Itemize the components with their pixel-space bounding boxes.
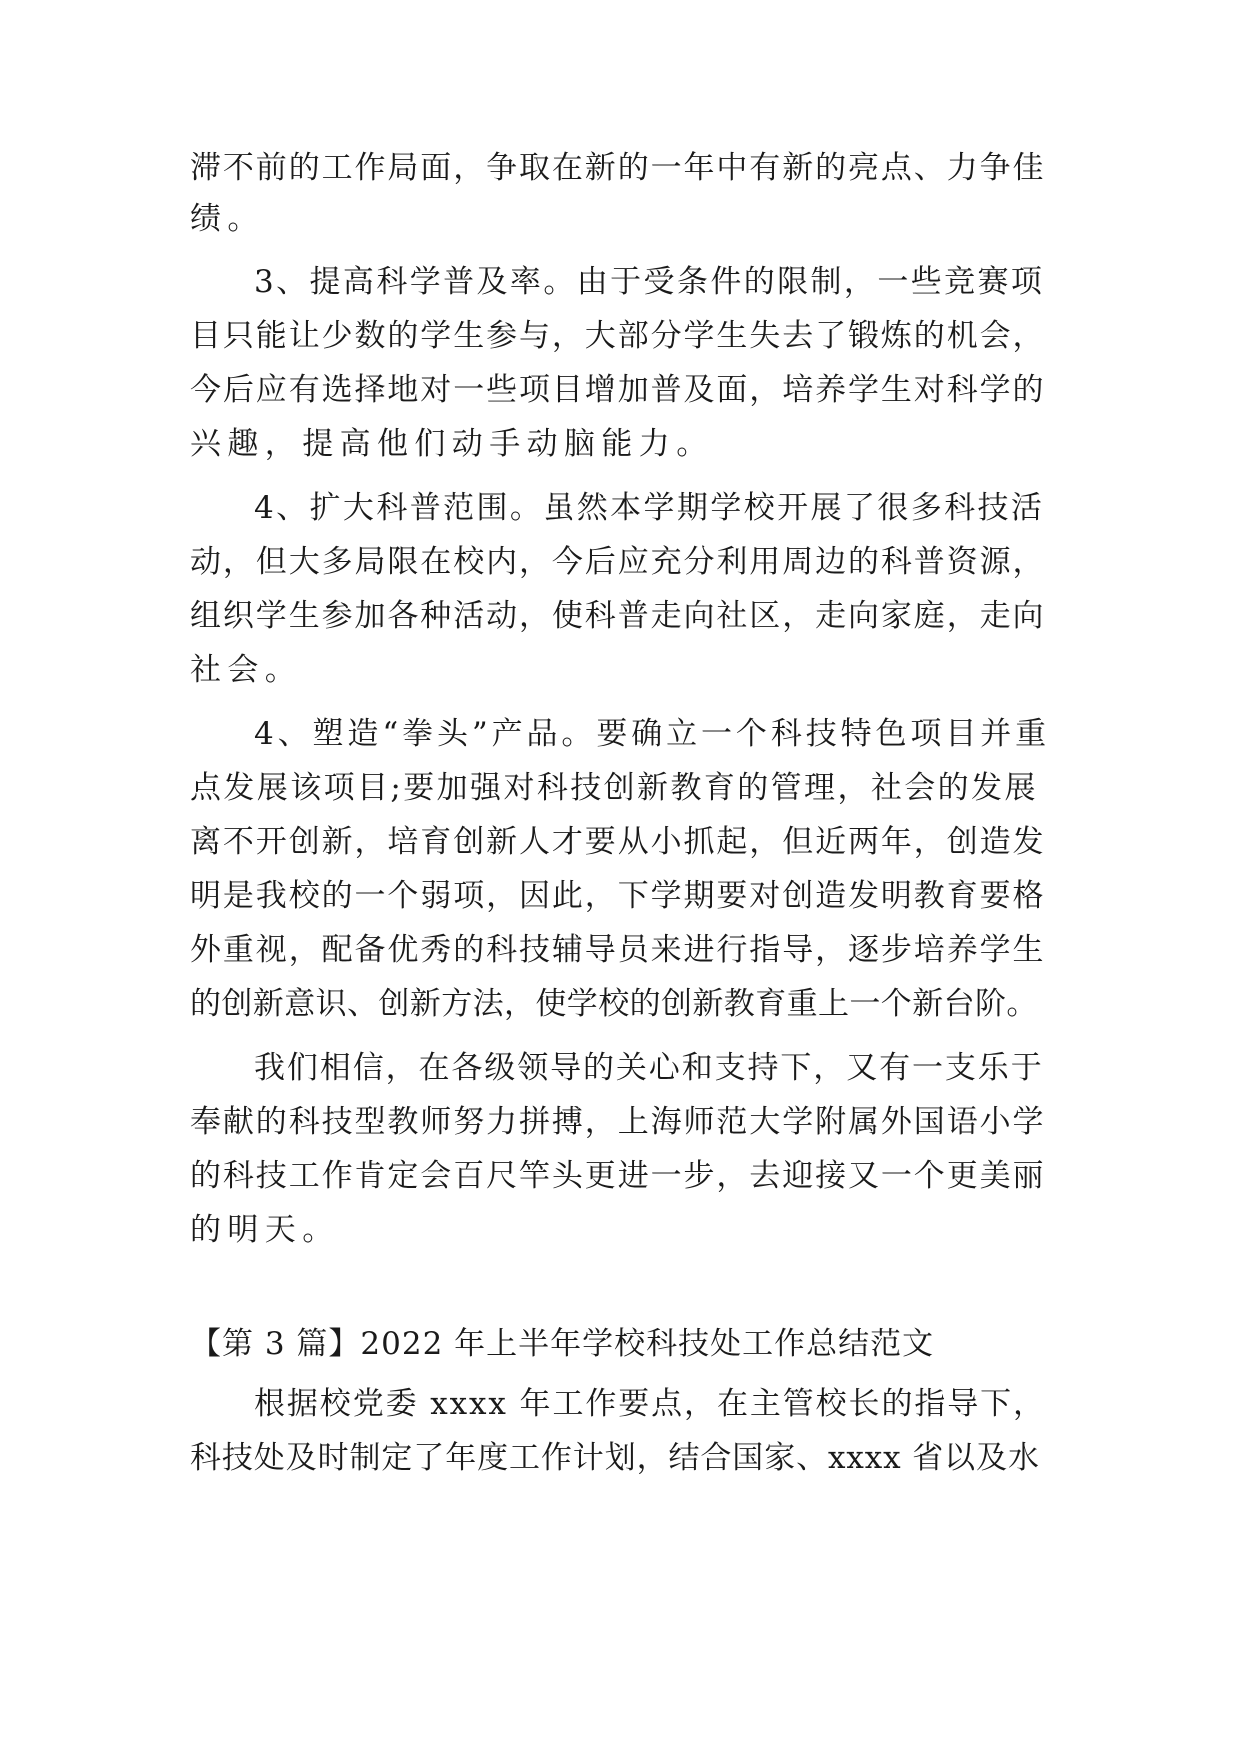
paragraph-line: 我们相信，在各级领导的关心和支持下，又有一支乐于 <box>254 1050 1044 1086</box>
paragraph-line: 明是我校的一个弱项，因此，下学期要对创造发明教育要格 <box>190 878 1046 914</box>
paragraph-line: 滞不前的工作局面，争取在新的一年中有新的亮点、力争佳 <box>190 150 1046 186</box>
paragraph-line: 根据校党委 xxxx 年工作要点，在主管校长的指导下， <box>254 1386 1046 1422</box>
paragraph-line: 的科技工作肯定会百尺竿头更进一步，去迎接又一个更美丽 <box>190 1158 1046 1194</box>
paragraph-line: 今后应有选择地对一些项目增加普及面，培养学生对科学的 <box>190 372 1046 408</box>
paragraph-line: 的明天。 <box>190 1212 340 1248</box>
paragraph-line: 4、扩大科普范围。虽然本学期学校开展了很多科技活 <box>254 490 1045 526</box>
paragraph-line: 绩。 <box>190 201 265 237</box>
paragraph-line: 科技处及时制定了年度工作计划，结合国家、xxxx 省以及水 <box>190 1440 1040 1476</box>
section-heading: 【第 3 篇】2022 年上半年学校科技处工作总结范文 <box>190 1326 935 1362</box>
paragraph-line: 3、提高科学普及率。由于受条件的限制，一些竞赛项 <box>254 264 1045 300</box>
paragraph-line: 4、塑造“拳头”产品。要确立一个科技特色项目并重 <box>254 716 1051 752</box>
paragraph-line: 点发展该项目;要加强对科技创新教育的管理，社会的发展 <box>190 770 1038 806</box>
paragraph-line: 目只能让少数的学生参与，大部分学生失去了锻炼的机会， <box>190 318 1046 354</box>
paragraph-line: 奉献的科技型教师努力拼搏，上海师范大学附属外国语小学 <box>190 1104 1046 1140</box>
paragraph-line: 兴趣，提高他们动手动脑能力。 <box>190 426 714 462</box>
paragraph-line: 社会。 <box>190 652 303 688</box>
paragraph-line: 的创新意识、创新方法，使学校的创新教育重上一个新台阶。 <box>190 986 1038 1022</box>
paragraph-line: 离不开创新，培育创新人才要从小抓起，但近两年，创造发 <box>190 824 1046 860</box>
paragraph-line: 动，但大多局限在校内，今后应充分利用周边的科普资源， <box>190 544 1046 580</box>
paragraph-line: 外重视，配备优秀的科技辅导员来进行指导，逐步培养学生 <box>190 932 1046 968</box>
paragraph-line: 组织学生参加各种活动，使科普走向社区，走向家庭，走向 <box>190 598 1046 634</box>
